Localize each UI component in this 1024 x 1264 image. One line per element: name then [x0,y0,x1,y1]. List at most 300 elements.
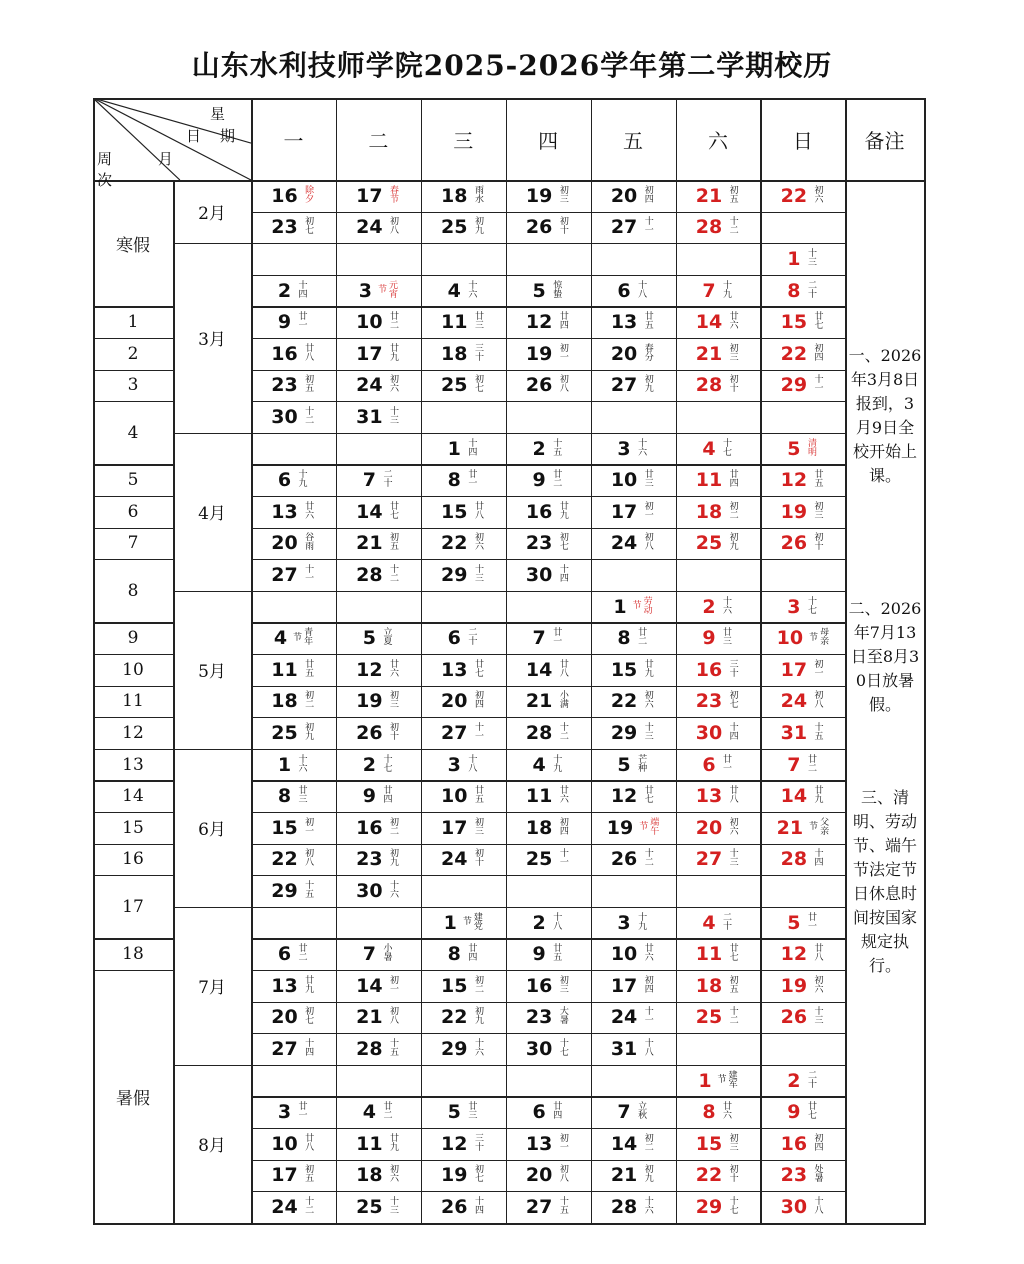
lunar-label: 十 三 [474,564,484,584]
lunar-label: 十 四 [305,1038,315,1058]
day-cell [421,970,506,1002]
day-number: 30 [271,405,298,428]
day-number: 2 [532,911,546,934]
lunar-label: 廿 九 [644,659,654,679]
day-number: 7 [702,279,716,302]
day-number: 10 [356,311,383,334]
day-number: 31 [356,405,383,428]
day-number: 5 [362,627,376,650]
day-cell [421,780,506,812]
weekday-header: 二 [368,128,389,153]
table-border-bottom [93,1223,924,1225]
day-cell [591,1191,676,1223]
day-number: 29 [780,374,808,397]
lunar-label: 廿 五 [814,470,824,490]
lunar-label: 十 八 [644,1038,654,1058]
day-cell [760,1160,845,1192]
day-number: 5 [787,911,801,934]
day-cell [591,907,676,939]
day-number: 3 [447,753,461,776]
day-cell [251,464,336,496]
lunar-label: 十 三 [390,406,400,426]
day-number: 18 [525,816,553,839]
lunar-label: 十 九 [553,754,563,774]
lunar-label: 廿 五 [305,659,315,679]
week-label: 1 [127,312,139,333]
lunar-label: 初 五 [305,1165,315,1185]
lunar-label: 初 六 [729,817,739,837]
day-cell [506,528,591,560]
lunar-label: 十 一 [814,375,824,395]
lunar-label: 廿 九 [390,343,400,363]
day-number: 9 [532,943,546,966]
day-cell [421,907,506,939]
lunar-label: 十 五 [559,1196,569,1216]
lunar-label: 十 二 [559,722,569,742]
day-cell [421,1096,506,1128]
lunar-label: 二 十 [723,912,733,932]
day-cell [676,1002,761,1034]
lunar-label: 廿 二 [807,754,817,774]
day-cell [676,496,761,528]
day-cell [336,559,421,591]
day-cell [251,338,336,370]
day-cell [251,212,336,244]
lunar-label: 廿 三 [474,312,484,332]
day-number: 17 [441,816,468,839]
day-cell [676,212,761,244]
day-cell [760,306,845,338]
day-cell [506,496,591,528]
lunar-label: 十 六 [468,280,478,300]
lunar-label: 十 五 [305,880,315,900]
day-number: 31 [610,1037,638,1060]
lunar-label: 初 三 [729,343,739,363]
day-number: 28 [695,216,723,239]
day-cell [421,306,506,338]
day-cell [591,370,676,402]
day-number: 28 [695,374,723,397]
lunar-label: 初 十 [390,722,400,742]
day-cell [760,907,845,939]
lunar-label: 十 三 [807,248,817,268]
lunar-label: 廿 四 [468,944,478,964]
lunar-label: 十 二 [305,1196,315,1216]
day-number: 19 [780,974,808,997]
lunar-label: 初 七 [305,217,315,237]
day-number: 10 [610,469,638,492]
lunar-label: 初 六 [390,1165,400,1185]
lunar-label: 十 四 [814,849,824,869]
lunar-label: 初 九 [305,722,315,742]
day-cell [591,306,676,338]
day-cell [506,717,591,749]
day-number: 30 [780,1195,808,1218]
day-number: 25 [441,374,468,397]
day-number: 16 [780,1132,808,1155]
day-cell [760,749,845,781]
day-cell [591,780,676,812]
day-number: 12 [356,658,383,681]
day-number: 9 [787,1101,801,1124]
day-number: 7 [617,1101,631,1124]
lunar-label: 十 七 [723,438,733,458]
day-number: 7 [787,753,801,776]
day-cell [506,1002,591,1034]
day-number: 8 [277,785,292,808]
day-cell [421,370,506,402]
day-number: 15 [610,658,638,681]
lunar-label: 十 一 [644,1007,654,1027]
day-number: 22 [610,690,638,713]
day-cell [251,370,336,402]
lunar-label: 十 九 [298,470,308,490]
day-number: 12 [780,469,808,492]
day-cell [591,717,676,749]
day-number: 12 [610,785,638,808]
day-cell [676,591,761,623]
day-cell [676,1128,761,1160]
day-cell [676,338,761,370]
lunar-label: 初 六 [814,185,824,205]
day-cell [251,938,336,970]
lunar-label: 廿 九 [305,975,315,995]
day-cell [251,686,336,718]
lunar-label: 廿 八 [305,343,315,363]
lunar-label: 十 五 [553,438,563,458]
day-cell [591,1096,676,1128]
day-cell [760,654,845,686]
weekday-header: 日 [792,128,813,153]
day-number: 14 [525,658,553,681]
day-number: 28 [525,721,553,744]
day-number: 16 [525,974,553,997]
lunar-label: 十 八 [468,754,478,774]
lunar-label: 初 九 [390,849,400,869]
lunar-label: 十 一 [644,217,654,237]
day-cell [676,970,761,1002]
day-cell [506,907,591,939]
day-number: 27 [610,374,638,397]
lunar-label: 廿 六 [729,312,739,332]
lunar-label: 春 分 [644,343,654,363]
lunar-label: 初 九 [474,1007,484,1027]
day-cell [506,1160,591,1192]
day-number: 29 [441,1037,468,1060]
month-label: 4月 [198,504,226,525]
lunar-label: 十 四 [468,438,478,458]
day-number: 19 [780,500,808,523]
day-number: 11 [525,785,553,808]
lunar-label: 廿 二 [553,470,563,490]
day-cell [676,1160,761,1192]
day-number: 12 [441,1132,468,1155]
day-cell [336,1160,421,1192]
lunar-label: 十 二 [644,849,654,869]
day-number: 20 [525,1164,553,1187]
lunar-label: 廿 二 [383,1102,393,1122]
day-number: 3 [617,911,631,934]
day-cell [421,464,506,496]
week-label: 17 [122,896,144,917]
day-number: 23 [271,374,298,397]
day-cell [421,528,506,560]
day-cell [760,275,845,307]
day-cell [336,970,421,1002]
day-number: 26 [780,1006,808,1029]
lunar-label: 廿 一 [298,1102,308,1122]
lunar-label: 廿 四 [553,1102,563,1122]
lunar-label: 惊 蛰 [553,280,563,300]
festival-marker: 节 [632,601,642,612]
day-number: 4 [532,753,546,776]
festival-marker: 节 [377,285,387,296]
day-cell [251,275,336,307]
lunar-label: 初 一 [390,975,400,995]
lunar-label: 十 三 [390,1196,400,1216]
day-number: 23 [780,1164,808,1187]
day-cell [506,749,591,781]
day-number: 25 [441,216,468,239]
day-number: 6 [447,627,461,650]
week-label: 3 [127,375,139,396]
day-cell [336,938,421,970]
lunar-label: 除 夕 [305,185,315,205]
day-number: 10 [776,627,804,650]
day-cell [760,1128,845,1160]
day-number: 19 [525,342,553,365]
day-number: 24 [610,532,638,555]
day-number: 16 [525,500,553,523]
day-number: 15 [441,974,468,997]
lunar-label: 青 年 [304,628,314,648]
lunar-label: 初 十 [474,849,484,869]
day-number: 23 [356,848,383,871]
lunar-label: 初 三 [814,501,824,521]
day-cell [591,212,676,244]
day-number: 21 [356,532,383,555]
week-label: 15 [122,817,144,838]
day-number: 24 [271,1195,298,1218]
day-number: 22 [271,848,298,871]
week-label: 6 [127,501,139,522]
day-cell [676,275,761,307]
remark-note: 三、清明、劳动节、端午节法定节日休息时间按国家规定执行。 [852,788,917,976]
lunar-label: 三 十 [474,1133,484,1153]
lunar-label: 劳 动 [643,596,653,616]
lunar-label: 十 三 [644,722,654,742]
day-number: 10 [441,785,468,808]
lunar-label: 廿 一 [468,470,478,490]
day-cell [506,938,591,970]
lunar-label: 廿 二 [638,628,648,648]
remark-note: 二、2026年7月13日至8月30日放暑假。 [848,598,922,714]
day-number: 26 [441,1195,468,1218]
week-label: 12 [122,722,144,743]
lunar-label: 廿 六 [390,659,400,679]
lunar-label: 初 一 [814,659,824,679]
lunar-label: 初 四 [474,691,484,711]
lunar-label: 母 亲 [820,628,830,648]
day-cell [336,180,421,212]
day-number: 27 [695,848,723,871]
festival-marker: 节 [809,632,819,643]
corner-label-ri: 日 [186,127,202,145]
day-number: 5 [532,279,546,302]
day-cell [421,654,506,686]
day-number: 31 [780,721,808,744]
lunar-label: 十 六 [298,754,308,774]
lunar-label: 初 七 [474,375,484,395]
day-cell [421,812,506,844]
festival-marker: 节 [462,917,472,928]
lunar-label: 十 五 [390,1038,400,1058]
lunar-label: 芒 种 [638,754,648,774]
day-cell [336,338,421,370]
day-number: 6 [277,469,292,492]
day-number: 28 [356,563,383,586]
day-number: 17 [356,342,383,365]
lunar-label: 处 暑 [814,1165,824,1185]
lunar-label: 初 一 [644,501,654,521]
lunar-label: 廿 七 [807,1102,817,1122]
lunar-label: 初 八 [644,533,654,553]
lunar-label: 初 九 [644,375,654,395]
festival-marker: 节 [639,822,649,833]
day-cell [421,559,506,591]
day-number: 19 [441,1164,468,1187]
day-number: 5 [787,437,801,460]
lunar-label: 三 十 [729,659,739,679]
day-cell [336,654,421,686]
day-cell [336,1002,421,1034]
lunar-label: 二 十 [468,628,478,648]
day-cell [506,306,591,338]
day-number: 6 [532,1101,546,1124]
day-cell [506,212,591,244]
lunar-label: 十 九 [638,912,648,932]
day-cell [676,528,761,560]
row-line [251,243,845,244]
lunar-label: 初 四 [644,185,654,205]
day-cell [421,686,506,718]
day-number: 7 [362,943,376,966]
day-number: 14 [780,785,808,808]
day-number: 3 [617,437,631,460]
lunar-label: 初 九 [729,533,739,553]
day-cell [760,528,845,560]
day-number: 13 [271,974,298,997]
lunar-label: 廿 六 [723,1102,733,1122]
day-number: 16 [271,184,298,207]
day-number: 26 [356,721,383,744]
lunar-label: 廿 七 [644,786,654,806]
corner-label-yue: 月 [158,150,174,168]
lunar-label: 十 八 [814,1196,824,1216]
lunar-label: 立 夏 [383,628,393,648]
lunar-label: 廿 八 [305,1133,315,1153]
week-label: 2 [127,343,139,364]
day-cell [336,306,421,338]
lunar-label: 谷 雨 [305,533,315,553]
day-number: 3 [787,595,801,618]
day-cell [251,1128,336,1160]
lunar-label: 初 七 [729,691,739,711]
lunar-label: 二 十 [807,280,817,300]
day-number: 25 [695,1006,723,1029]
day-number: 23 [271,216,298,239]
day-cell [506,370,591,402]
day-cell [251,622,336,654]
weekday-header: 四 [538,128,559,153]
day-number: 11 [695,943,723,966]
day-cell [591,338,676,370]
day-cell [251,180,336,212]
day-number: 16 [356,816,383,839]
lunar-label: 十 九 [723,280,733,300]
lunar-label: 初 七 [559,533,569,553]
lunar-label: 端 午 [650,817,660,837]
day-number: 19 [606,816,634,839]
lunar-label: 十 四 [298,280,308,300]
day-cell [676,1096,761,1128]
day-cell [676,464,761,496]
day-cell [506,1191,591,1223]
day-number: 8 [617,627,631,650]
week-label: 10 [122,659,144,680]
day-number: 17 [610,500,638,523]
lunar-label: 初 八 [814,691,824,711]
day-cell [421,433,506,465]
day-number: 14 [695,311,723,334]
day-number: 18 [441,184,468,207]
lunar-label: 初 三 [729,1133,739,1153]
lunar-label: 小 满 [559,691,569,711]
day-cell [336,212,421,244]
day-number: 17 [610,974,638,997]
day-cell [760,433,845,465]
day-number: 5 [447,1101,461,1124]
lunar-label: 廿 五 [553,944,563,964]
day-number: 8 [447,469,461,492]
lunar-label: 初 三 [559,975,569,995]
lunar-label: 十 六 [644,1196,654,1216]
day-cell [251,528,336,560]
lunar-label: 小 暑 [383,944,393,964]
day-number: 20 [610,184,638,207]
day-number: 18 [695,500,723,523]
week-label: 寒假 [116,235,150,256]
day-number: 21 [525,690,553,713]
day-number: 21 [695,342,723,365]
month-label: 2月 [198,204,226,225]
day-cell [251,875,336,907]
day-cell [676,907,761,939]
day-cell [336,686,421,718]
day-cell [760,1096,845,1128]
day-number: 29 [271,879,298,902]
day-number: 27 [610,216,638,239]
day-number: 27 [271,1037,298,1060]
day-cell [251,306,336,338]
day-cell [421,180,506,212]
day-number: 6 [702,753,716,776]
day-number: 15 [780,311,808,334]
day-number: 25 [271,721,298,744]
lunar-label: 廿 九 [814,786,824,806]
lunar-label: 清 明 [807,438,817,458]
day-number: 26 [780,532,808,555]
